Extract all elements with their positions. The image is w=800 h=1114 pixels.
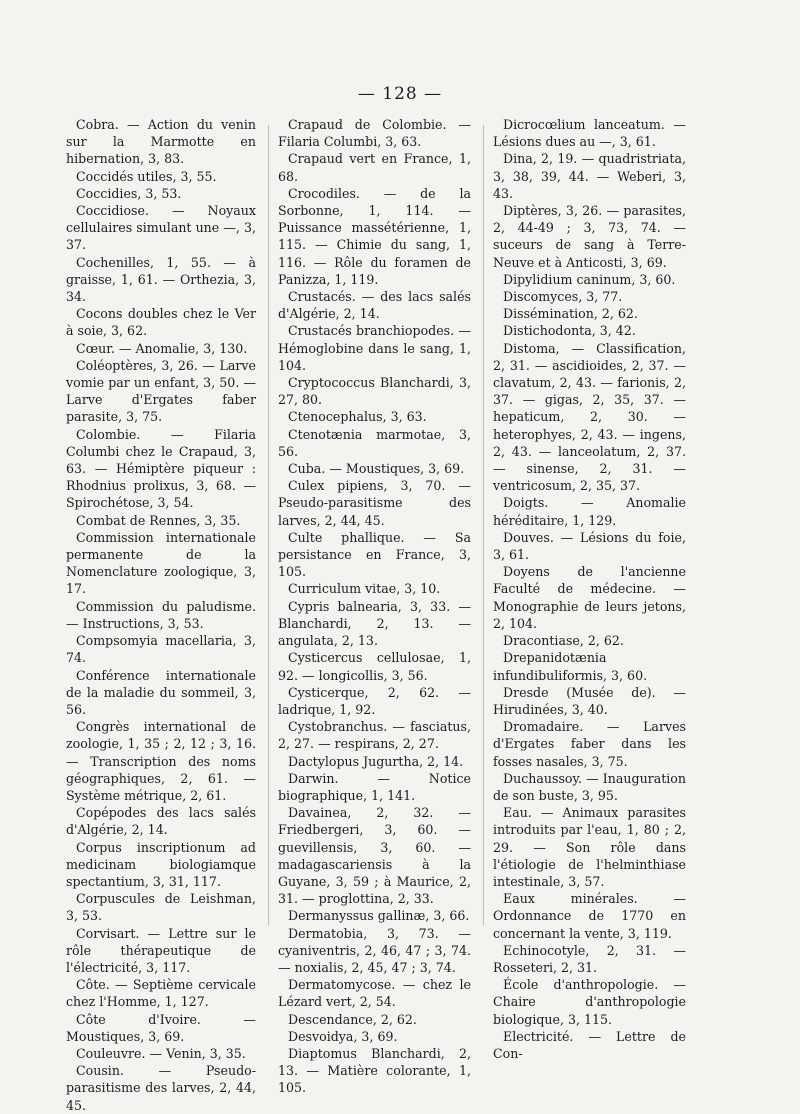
index-entry: Coccidiose. — Noyaux cellulaires simulant une —, 3, 37.: [66, 203, 256, 253]
index-entry: Culte phallique. — Sa persistance en France, 3, 105.: [278, 529, 471, 580]
index-entry: Combat de Rennes, 3, 35.: [76, 512, 241, 528]
index-entry: Congrès international de zoologie, 1, 35 ; 2, 12 ; 3, 16. — Transcription des noms géographiques, 2, 61. — Système métrique, 2, 61.: [66, 719, 256, 803]
index-entry: Electricité. — Lettre de Con-: [493, 1028, 686, 1061]
index-entry: Cryptococcus Blanchardi, 3, 27, 80.: [278, 375, 471, 408]
index-entry: Corpuscules de Leishman, 3, 53.: [66, 891, 256, 924]
index-entry: Dissémination, 2, 62.: [503, 306, 638, 322]
index-entry: Crocodiles. — de la Sorbonne, 1, 114. — Puissance massétérienne, 1, 115. — Chimie du sang, 1, 116. — Rôle du foramen de Panizza, 1, 119.: [278, 185, 471, 287]
index-entry: Conférence internationale de la maladie du sommeil, 3, 56.: [66, 667, 256, 717]
index-entry: Cuba. — Moustiques, 3, 69.: [288, 461, 465, 477]
index-entry: Curriculum vitae, 3, 10.: [288, 581, 441, 597]
index-entry: Doigts. — Anomalie héréditaire, 1, 129.: [493, 495, 686, 528]
index-entry: Commission internationale permanente de la Nomenclature zoologique, 3, 17.: [66, 529, 256, 597]
index-entry: Descendance, 2, 62.: [288, 1011, 417, 1027]
index-entry: Colombie. — Filaria Columbi chez le Crapaud, 3, 63. — Hémiptère piqueur : Rhodnius prolixus, 3, 68. — Spirochétose, 3, 54.: [66, 426, 256, 511]
index-entry: Discomyces, 3, 77.: [503, 289, 623, 305]
index-entry: Dicrocœlium lanceatum. — Lésions dues au —, 3, 61.: [493, 117, 686, 150]
index-entry: Dipylidium caninum, 3, 60.: [503, 271, 676, 287]
index-entry: Dermatomycose. — chez le Lézard vert, 2, 54.: [278, 977, 471, 1010]
index-entry: Drepanidotænia infundibuliformis, 3, 60.: [493, 650, 648, 683]
index-entry: École d'anthropologie. — Chaire d'anthropologie biologique, 3, 115.: [493, 977, 686, 1027]
index-entry: Crustacés. — des lacs salés d'Algérie, 2, 14.: [278, 289, 471, 322]
index-entry: Cœur. — Anomalie, 3, 130.: [76, 340, 248, 356]
index-entry: Côte d'Ivoire. — Moustiques, 3, 69.: [66, 1011, 256, 1044]
index-entry: Diaptomus Blanchardi, 2, 13. — Matière colorante, 1, 105.: [278, 1045, 471, 1096]
page-number: — 128 —: [357, 84, 443, 104]
index-entry: Coccidies, 3, 53.: [76, 185, 182, 201]
index-entry: Echinocotyle, 2, 31. — Rosseteri, 2, 31.: [493, 942, 686, 975]
index-entry: Diptères, 3, 26. — parasites, 2, 44-49 ; 3, 73, 74. — suceurs de sang à Terre-Neuve et à Anticosti, 3, 69.: [493, 203, 686, 270]
index-entry: Copépodes des lacs salés d'Algérie, 2, 14.: [66, 805, 256, 838]
index-entry: Cousin. — Pseudo-parasitisme des larves, 2, 44, 45.: [66, 1063, 256, 1113]
index-entry: Crapaud vert en France, 1, 68.: [278, 151, 471, 184]
index-entry: Dromadaire. — Larves d'Ergates faber dans les fosses nasales, 3, 75.: [493, 719, 686, 769]
index-entry: Eaux minérales. — Ordonnance de 1770 en concernant la vente, 3, 119.: [493, 891, 686, 941]
index-entry: Cocons doubles chez le Ver à soie, 3, 62.: [66, 306, 256, 339]
index-entry: Coccidés utiles, 3, 55.: [76, 168, 217, 184]
index-column-3: [493, 116, 686, 1062]
column-divider: [268, 125, 269, 925]
index-entry: Cysticercus cellulosae, 1, 92. — longicollis, 3, 56.: [278, 650, 471, 683]
index-entry: Desvoidya, 3, 69.: [288, 1028, 398, 1044]
index-entry: Cypris balnearia, 3, 33. — Blanchardi, 2, 13. — angulata, 2, 13.: [278, 598, 471, 649]
index-entry: Cystobranchus. — fasciatus, 2, 27. — respirans, 2, 27.: [278, 719, 471, 752]
index-column-2: [278, 116, 471, 1097]
index-entry: Corpus inscriptionum ad medicinam biologiamque spectantium, 3, 31, 117.: [66, 839, 256, 889]
index-entry: Dina, 2, 19. — quadristriata, 3, 38, 39, 44. — Weberi, 3, 43.: [493, 151, 686, 201]
index-entry: Duchaussoy. — Inauguration de son buste, 3, 95.: [493, 770, 686, 803]
index-entry: Dermatobia, 3, 73. — cyaniventris, 2, 46, 47 ; 3, 74. — noxialis, 2, 45, 47 ; 3, 74.: [278, 925, 471, 975]
index-entry: Crapaud de Colombie. — Filaria Columbi, 3, 63.: [278, 117, 471, 150]
index-entry: Crustacés branchiopodes. — Hémoglobine dans le sang, 1, 104.: [278, 323, 471, 373]
index-entry: Côte. — Septième cervicale chez l'Homme, 1, 127.: [66, 977, 256, 1010]
index-entry: Douves. — Lésions du foie, 3, 61.: [493, 529, 686, 563]
index-entry: Davainea, 2, 32. — Friedbergeri, 3, 60. — guevillensis, 3, 60. — madagascariensis à la Guyane, 3, 59 ; à Maurice, 2, 31. — proglottina, 2, 33.: [278, 805, 471, 907]
index-entry: Coléoptères, 3, 26. — Larve vomie par un enfant, 3, 50. — Larve d'Ergates faber parasite, 3, 75.: [66, 357, 256, 425]
index-entry: Couleuvre. — Venin, 3, 35.: [76, 1045, 246, 1061]
index-entry: Darwin. — Notice biographique, 1, 141.: [278, 770, 471, 803]
index-column-1: [66, 116, 256, 1114]
index-entry: Dracontiase, 2, 62.: [503, 633, 624, 649]
index-entry: Dresde (Musée de). — Hirudinées, 3, 40.: [493, 684, 686, 717]
index-entry: Doyens de l'ancienne Faculté de médecine. — Monographie de leurs jetons, 2, 104.: [493, 564, 686, 631]
index-entry: Commission du paludisme. — Instructions, 3, 53.: [66, 598, 256, 631]
index-entry: Cochenilles, 1, 55. — à graisse, 1, 61. — Orthezia, 3, 34.: [66, 254, 256, 305]
index-entry: Ctenocephalus, 3, 63.: [288, 409, 427, 425]
index-entry: Cysticerque, 2, 62. — ladrique, 1, 92.: [278, 684, 471, 717]
index-entry: Corvisart. — Lettre sur le rôle thérapeutique de l'électricité, 3, 117.: [66, 925, 256, 975]
index-entry: Culex pipiens, 3, 70. — Pseudo-parasitisme des larves, 2, 44, 45.: [278, 478, 471, 528]
index-entry: Dermanyssus gallinæ, 3, 66.: [288, 908, 470, 924]
index-entry: Distoma, — Classification, 2, 31. — ascidioides, 2, 37. — clavatum, 2, 43. — farionis, 2, 37. — gigas, 2, 35, 37. — hepaticum, 2, 30. — heterophyes, 2, 43. — ingens, 2, 43. — lanceolatum, 2, 37. — sinense, 2, 31. — ventricosum, 2, 35, 37.: [493, 340, 686, 494]
index-entry: Ctenotænia marmotae, 3, 56.: [278, 426, 471, 459]
index-entry: Distichodonta, 3, 42.: [503, 323, 636, 339]
index-entry: Cobra. — Action du venin sur la Marmotte en hibernation, 3, 83.: [66, 117, 256, 167]
index-entry: Eau. — Animaux parasites introduits par l'eau, 1, 80 ; 2, 29. — Son rôle dans l'étiologie de l'helminthiase intestinale, 3, 57.: [493, 805, 686, 889]
index-entry: Dactylopus Jugurtha, 2, 14.: [288, 753, 464, 769]
column-divider: [483, 125, 484, 925]
index-entry: Compsomyia macellaria, 3, 74.: [66, 633, 256, 666]
